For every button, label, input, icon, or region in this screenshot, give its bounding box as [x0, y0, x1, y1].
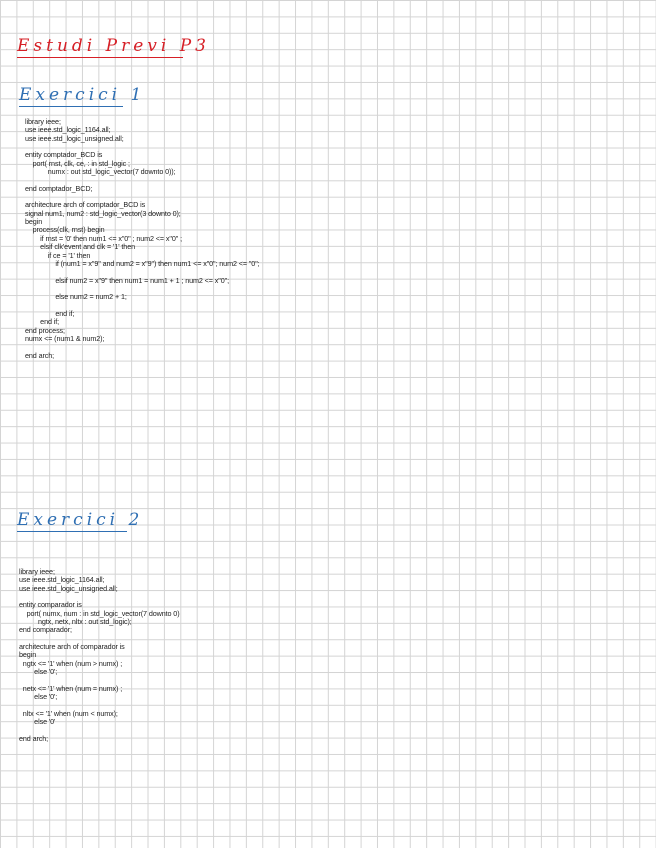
- exercise-2-heading: Exercici 2: [17, 510, 144, 530]
- exercise-1-code: library ieee; use ieee.std_logic_1164.all; use ieee.std_logic_unsigned.all; entity comptador_BCD is port( rnst, clk, ce, : in std_logic ; numx : out std_logic_vector(7 downto 0)); end comptador_BCD; architecture arch of comptador_BCD is signal num1, num2 : std_logic_vector(3 downto 0); begin process(clk, rnst) begin if rnst = '0' then num1 <= x"0" ; num2 <= x"0" ; elsif clk'event and clk = '1' then if ce = '1' then if (num1 = x"9" and num2 = x"9") then num1 <= x"0"; num2 <= "0"; elsif num2 = x"9" then num1 = num1 + 1 ; num2 <= x"0"; else num2 = num2 + 1; end if; end if; end process; numx <= (num1 & num2); end arch;: [25, 117, 260, 360]
- exercise-1-heading: Exercici 1: [19, 85, 146, 105]
- exercise-2-code: library ieee; use ieee.std_logic_1164.all; use ieee.std_logic_unsigned.all; entity comparador is port( numx, num : in std_logic_vector(7 downto 0) ngtx, netx, nltx : out std_logic); end comparador; architecture arch of comparador is begin ngtx <= '1' when (num > numx) ; else '0'; netx <= '1' when (num = numx) ; else '0'; nltx <= '1' when (num < numx); else '0' end arch;: [19, 567, 180, 743]
- page-title: Estudi Previ P3: [17, 36, 210, 56]
